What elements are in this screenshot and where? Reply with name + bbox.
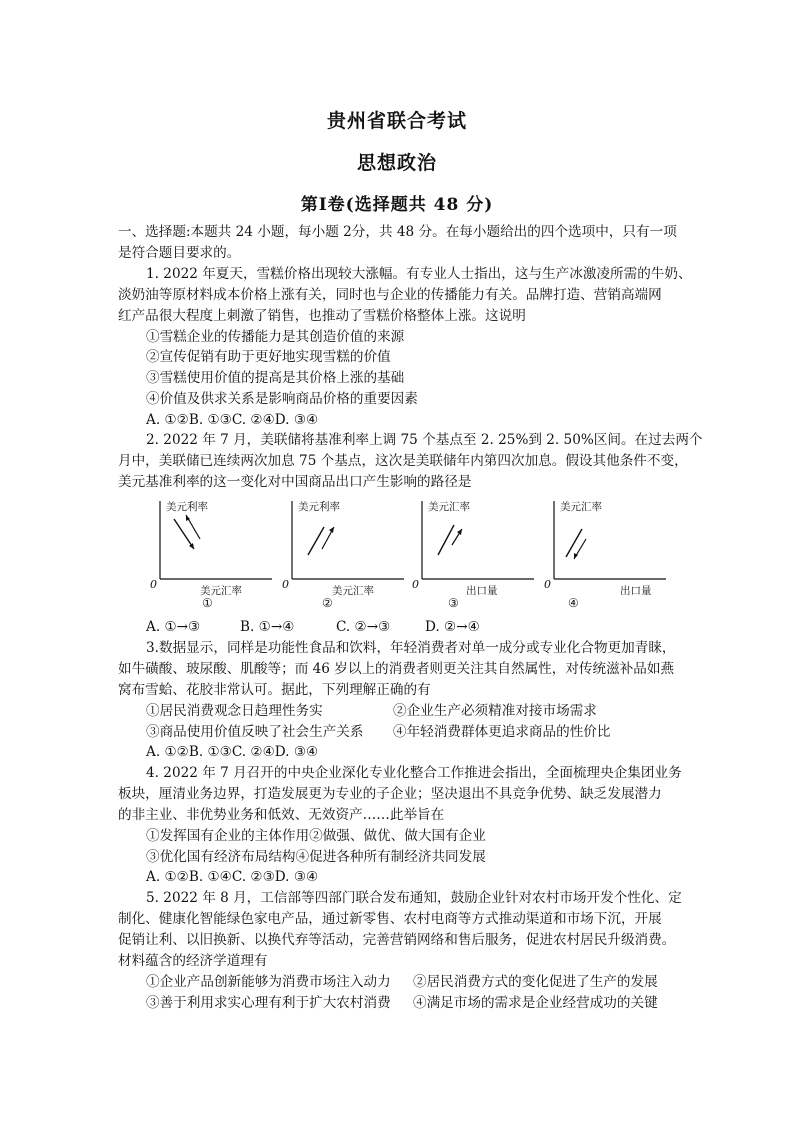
q4-stem-line: 4. 2022 年 7 月召开的中央企业深化专业化整合工作推进会指出，全面梳理央企集团业务 [146,765,682,781]
q1-stem-line: 1. 2022 年夏天，雪糕价格出现较大涨幅。有专业人士指出，这与生产冰激凌所需的牛奶、 [146,266,692,282]
graph-4-origin: 0 [544,578,551,591]
q1-stem-line: 红产品很大程度上刺激了销售，也推动了雪糕价格整体上涨。这说明 [118,308,526,324]
q1-choices: A. ①②B. ①③C. ②④D. ③④ [146,412,319,428]
q4-stem-line: 的非主业、非优势业务和低效、无效资产……此举旨在 [118,807,445,823]
q1-option: ②宣传促销有助于更好地实现雪糕的价值 [146,349,391,365]
q5-option: ④满足市场的需求是企业经营成功的关键 [413,995,658,1011]
subject-title: 思想政治 [356,152,437,174]
q5-stem-line: 5. 2022 年 8 月，工信部等四部门联合发布通知，鼓励企业针对农村市场开发个性化、定 [146,890,682,906]
graph-1-origin: 0 [150,578,157,591]
graph-4-x-label: 出口量 [620,585,652,597]
q3-option: ①居民消费观念日趋理性务实 [146,703,323,719]
q1-stem-line: 淡奶油等原材料成本价格上涨有关，同时也与企业的传播能力有关。品牌打造、营销高端网 [118,287,662,303]
q5-option: ②居民消费方式的变化促进了生产的发展 [413,974,658,990]
q3-stem-line: 窝布雪蛤、花胶非常认可。据此，下列理解正确的有 [118,682,431,698]
q3-stem-line: 3.数据显示，同样是功能性食品和饮料，年轻消费者对单一成分或专业化合物更加青睐， [146,640,676,656]
q5-stem-line: 制化、健康化智能绿色家电产品，通过新零售、农村电商等方式推动渠道和市场下沉，开展 [118,911,662,927]
instructions-line: 一、选择题:本题共 24 小题，每小题 2分，共 48 分。在每小题给出的四个选项中，只有一项 [118,224,677,240]
graph-2-number: ② [322,596,333,610]
q2-choice-d: D. ②→④ [425,619,480,635]
graph-4-y-label: 美元汇率 [560,501,602,513]
graph-1-number: ① [202,596,213,610]
graph-2 [278,497,406,609]
graph-3-y-label: 美元汇率 [428,501,470,513]
q5-option: ①企业产品创新能够为消费市场注入动力 [146,974,391,990]
q1-option: ④价值及供求关系是影响商品价格的重要因素 [146,391,418,407]
q3-choices: A. ①②B. ①③C. ②④D. ③④ [146,744,319,760]
q4-option: ①发挥国有企业的主体作用②做强、做优、做大国有企业 [146,828,486,844]
q4-option: ③优化国有经济布局结构④促进各种所有制经济共同发展 [146,849,486,865]
q2-choice-c: C. ②→③ [336,619,391,635]
q5-stem-line: 材料蕴含的经济学道理有 [118,953,268,969]
q2-choice-a: A. ①→③ [146,619,201,635]
graph-2-y-label: 美元利率 [298,501,340,513]
q2-choice-b: B. ①→④ [240,619,295,635]
q2-stem-line: 月中，美联储已连续两次加息 75 个基点，这次是美联储年内第四次加息。假设其他条件不变， [118,453,688,469]
q5-stem-line: 促销让利、以旧换新、以换代弃等活动，完善营销网络和售后服务，促进农村居民升级消费。 [118,932,676,948]
q2-stem-line: 美元基准利率的这一变化对中国商品出口产生影响的路径是 [118,474,472,490]
graph-2-origin: 0 [282,578,289,591]
graph-3 [408,497,536,609]
graph-4-number: ④ [568,596,579,610]
graph-2-x-label: 美元汇率 [332,585,374,597]
q4-choices: A. ①②B. ①④C. ②③D. ③④ [146,869,319,885]
q3-option: ②企业生产必须精准对接市场需求 [393,703,597,719]
graph-4 [540,497,668,609]
graph-1 [146,497,274,609]
q1-option: ③雪糕使用价值的提高是其价格上涨的基础 [146,370,405,386]
q2-stem-line: 2. 2022 年 7 月，美联储将基准利率上调 75 个基点至 2. 25%到 2. 50%区间。在过去两个 [146,432,703,448]
exam-title: 贵州省联合考试 [326,110,467,132]
graph-3-origin: 0 [412,578,419,591]
graph-1-y-label: 美元利率 [166,501,208,513]
graph-1-x-label: 美元汇率 [200,585,242,597]
q3-option: ④年轻消费群体更追求商品的性价比 [393,724,611,740]
q4-stem-line: 板块，厘清业务边界，打造发展更为专业的子企业；坚决退出不具竞争优势、缺乏发展潜力 [118,786,662,802]
graph-3-x-label: 出口量 [466,585,498,597]
instructions-line: 是符合题目要求的。 [118,245,241,261]
q3-option: ③商品使用价值反映了社会生产关系 [146,724,364,740]
section-title: 第I卷(选择题共 48 分) [300,195,494,215]
q5-option: ③善于利用求实心理有利于扩大农村消费 [146,995,391,1011]
q1-option: ①雪糕企业的传播能力是其创造价值的来源 [146,329,405,345]
q3-stem-line: 如牛磺酸、玻尿酸、肌酸等；而 46 岁以上的消费者则更关注其自然属性，对传统滋补品如燕 [118,661,675,677]
graph-3-number: ③ [448,596,459,610]
